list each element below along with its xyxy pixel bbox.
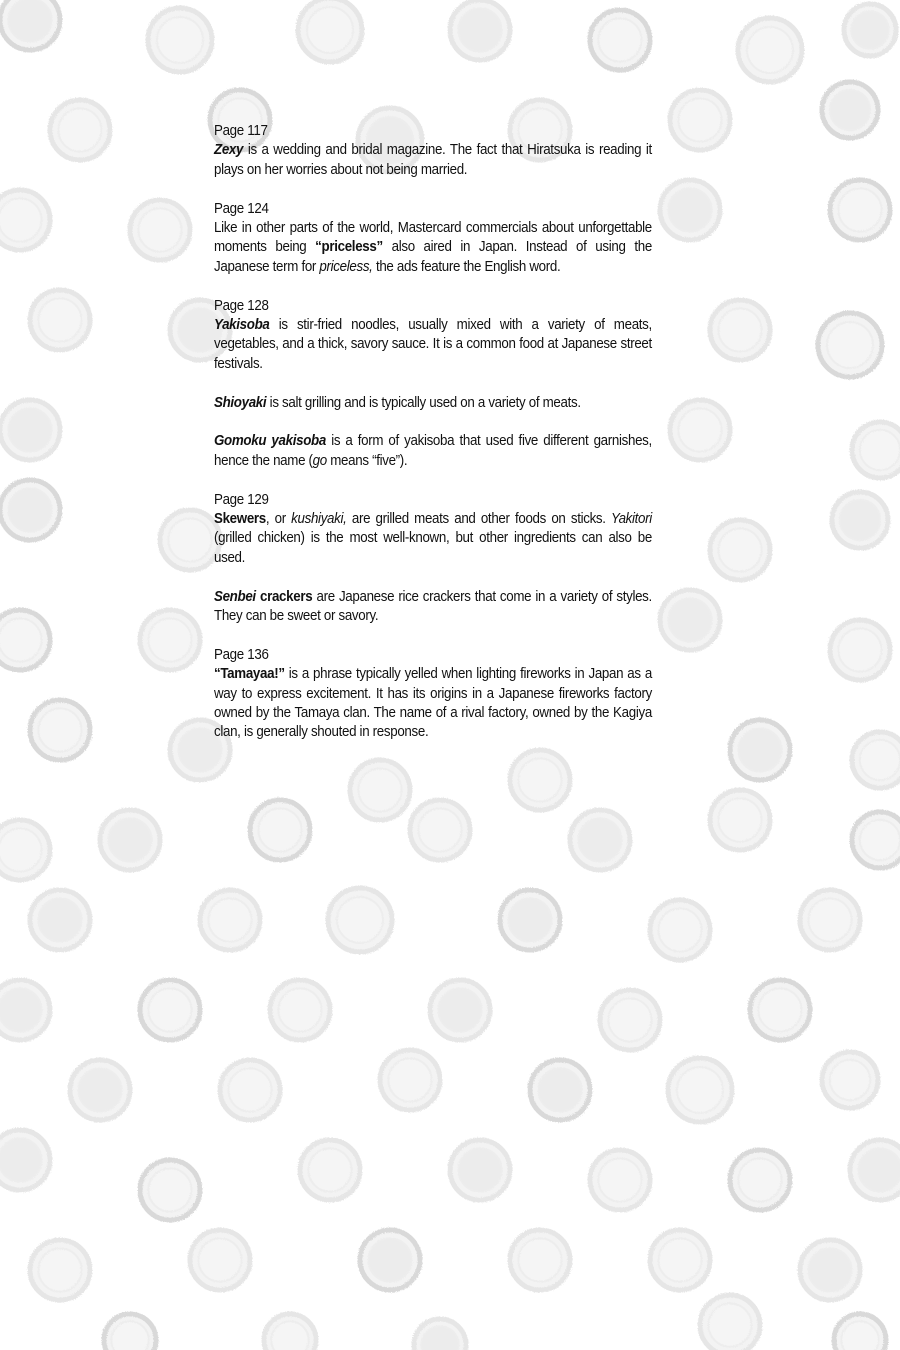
background-dot — [450, 1140, 510, 1200]
background-dot — [0, 190, 50, 250]
translation-notes — [214, 122, 652, 762]
background-dot — [852, 732, 900, 788]
note-paragraph-block — [214, 588, 652, 627]
body-text: , or — [265, 511, 292, 528]
background-dot — [830, 620, 890, 680]
term-text: Yakitori — [610, 511, 652, 528]
background-dot — [710, 300, 770, 360]
body-text: are grilled meats and other foods on sticks. — [346, 511, 611, 528]
background-dot — [264, 1314, 316, 1350]
background-dot — [730, 1150, 790, 1210]
background-dot — [148, 8, 212, 72]
background-dot — [200, 890, 260, 950]
background-dot — [710, 520, 770, 580]
page-label: Page 128 — [214, 297, 269, 314]
background-dot — [298, 0, 362, 62]
background-dot — [834, 1314, 886, 1350]
background-dot — [30, 890, 90, 950]
background-dot — [130, 200, 190, 260]
background-dot — [830, 180, 890, 240]
note-paragraph — [214, 394, 652, 413]
background-dot — [852, 422, 900, 478]
background-dot — [0, 480, 60, 540]
term-text: priceless, — [319, 258, 373, 275]
note-paragraph — [214, 588, 652, 627]
background-dot — [360, 1230, 420, 1290]
background-dot — [832, 492, 888, 548]
term-text: Zexy — [214, 142, 244, 159]
body-text: the ads feature the English word. — [372, 258, 561, 275]
page-label: Page 124 — [214, 200, 269, 217]
background-dot — [270, 980, 330, 1040]
background-dot — [850, 1140, 900, 1200]
note-entry — [214, 646, 652, 743]
background-dot — [350, 760, 410, 820]
note-paragraph — [214, 510, 652, 568]
body-text: means “five”). — [326, 452, 408, 469]
page-label: Page 117 — [214, 123, 268, 139]
term-text: kushiyaki, — [291, 511, 347, 528]
background-dot — [590, 1150, 650, 1210]
background-dot — [414, 1319, 466, 1350]
background-dot — [668, 1058, 732, 1122]
background-dot — [410, 800, 470, 860]
background-dot — [530, 1060, 590, 1120]
page-label: Page 129 — [214, 491, 269, 508]
background-dot — [0, 980, 50, 1040]
background-dot — [380, 1050, 440, 1110]
background-dot — [100, 810, 160, 870]
term-text: Yakisoba — [214, 317, 270, 334]
background-dot — [730, 720, 790, 780]
background-dot — [140, 610, 200, 670]
background-dot — [220, 1060, 280, 1120]
note-paragraph — [214, 141, 652, 180]
background-dot — [0, 820, 50, 880]
background-dot — [328, 888, 392, 952]
background-dot — [510, 1230, 570, 1290]
background-dot — [500, 890, 560, 950]
term-text: crackers — [255, 588, 313, 605]
term-text: Senbei — [214, 588, 256, 605]
body-text: is salt grilling and is typically used on a variety of meats. — [266, 394, 581, 411]
background-dot — [710, 790, 770, 850]
background-dot — [600, 990, 660, 1050]
body-text: is stir-fried noodles, usually mixed with a variety of meats, vegetables, and a thick, savory sauce. It is a common food at Japanese street festivals. — [214, 317, 652, 372]
note-paragraph — [214, 219, 652, 277]
background-dot — [104, 1314, 156, 1350]
background-dot — [0, 400, 60, 460]
term-text: Shioyaki — [214, 394, 267, 411]
background-dot — [650, 900, 710, 960]
background-dot — [818, 313, 882, 377]
body-text: (grilled chicken) is the most well-known, but other ingredients can also be used. — [214, 530, 652, 566]
body-text: is a wedding and bridal magazine. The fact that Hiratsuka is reading it plays on her worries about not being married. — [214, 142, 652, 178]
background-dot — [800, 1240, 860, 1300]
background-dot — [450, 0, 510, 60]
background-dot — [844, 4, 896, 56]
background-dot — [30, 1240, 90, 1300]
background-dot — [570, 810, 630, 870]
background-dot — [650, 1230, 710, 1290]
background-dot — [300, 1140, 360, 1200]
background-dot — [750, 980, 810, 1040]
body-text: Like in other parts of the world, Mastercard commercials about unforgettable moments being — [214, 220, 652, 256]
background-dot — [30, 700, 90, 760]
background-dot — [0, 1130, 50, 1190]
background-dot — [70, 1060, 130, 1120]
body-text: is a phrase typically yelled when lighting fireworks in Japan as a way to express excitement. It has its origins in a Japanese fireworks factory owned by the Tamaya clan. The name of a rival factory, owned by the Kagiya clan, is generally shouted in response. — [214, 666, 652, 741]
background-dot — [160, 510, 220, 570]
background-dot — [660, 180, 720, 240]
note-entry — [214, 297, 652, 375]
background-dot — [0, 610, 50, 670]
background-dot — [30, 290, 90, 350]
background-dot — [50, 100, 110, 160]
note-paragraph — [214, 665, 652, 743]
background-dot — [140, 980, 200, 1040]
note-paragraph — [214, 316, 652, 374]
background-dot — [0, 0, 60, 50]
page-label: Page 136 — [214, 646, 269, 663]
background-dot — [590, 10, 650, 70]
background-dot — [660, 590, 720, 650]
note-entry — [214, 122, 652, 180]
term-text: “priceless” — [315, 239, 383, 256]
background-dot — [250, 800, 310, 860]
background-dot — [670, 400, 730, 460]
note-entry — [214, 491, 652, 569]
term-text: Gomoku yakisoba — [214, 433, 326, 450]
body-text: is a form of yakisoba that used five different garnishes, hence the name ( — [214, 433, 652, 469]
body-text: are Japanese rice crackers that come in a variety of styles. They can be sweet or savory. — [214, 588, 652, 625]
background-dot — [670, 90, 730, 150]
note-paragraph-block — [214, 432, 652, 471]
background-dot — [738, 18, 802, 82]
background-dot — [800, 890, 860, 950]
note-entry — [214, 200, 652, 278]
background-dot — [852, 812, 900, 868]
background-dot — [190, 1230, 250, 1290]
background-dot — [822, 1052, 878, 1108]
background-dot — [140, 1160, 200, 1220]
body-text: also aired in Japan. Instead of using the Japanese term for — [214, 239, 652, 275]
background-dot — [822, 82, 878, 138]
background-dot — [700, 1295, 760, 1350]
note-paragraph — [214, 432, 652, 471]
term-text: “Tamayaa!” — [214, 666, 285, 683]
term-text: Skewers — [214, 511, 266, 528]
term-text: go — [312, 452, 327, 469]
note-paragraph-block — [214, 394, 652, 413]
background-dot — [430, 980, 490, 1040]
